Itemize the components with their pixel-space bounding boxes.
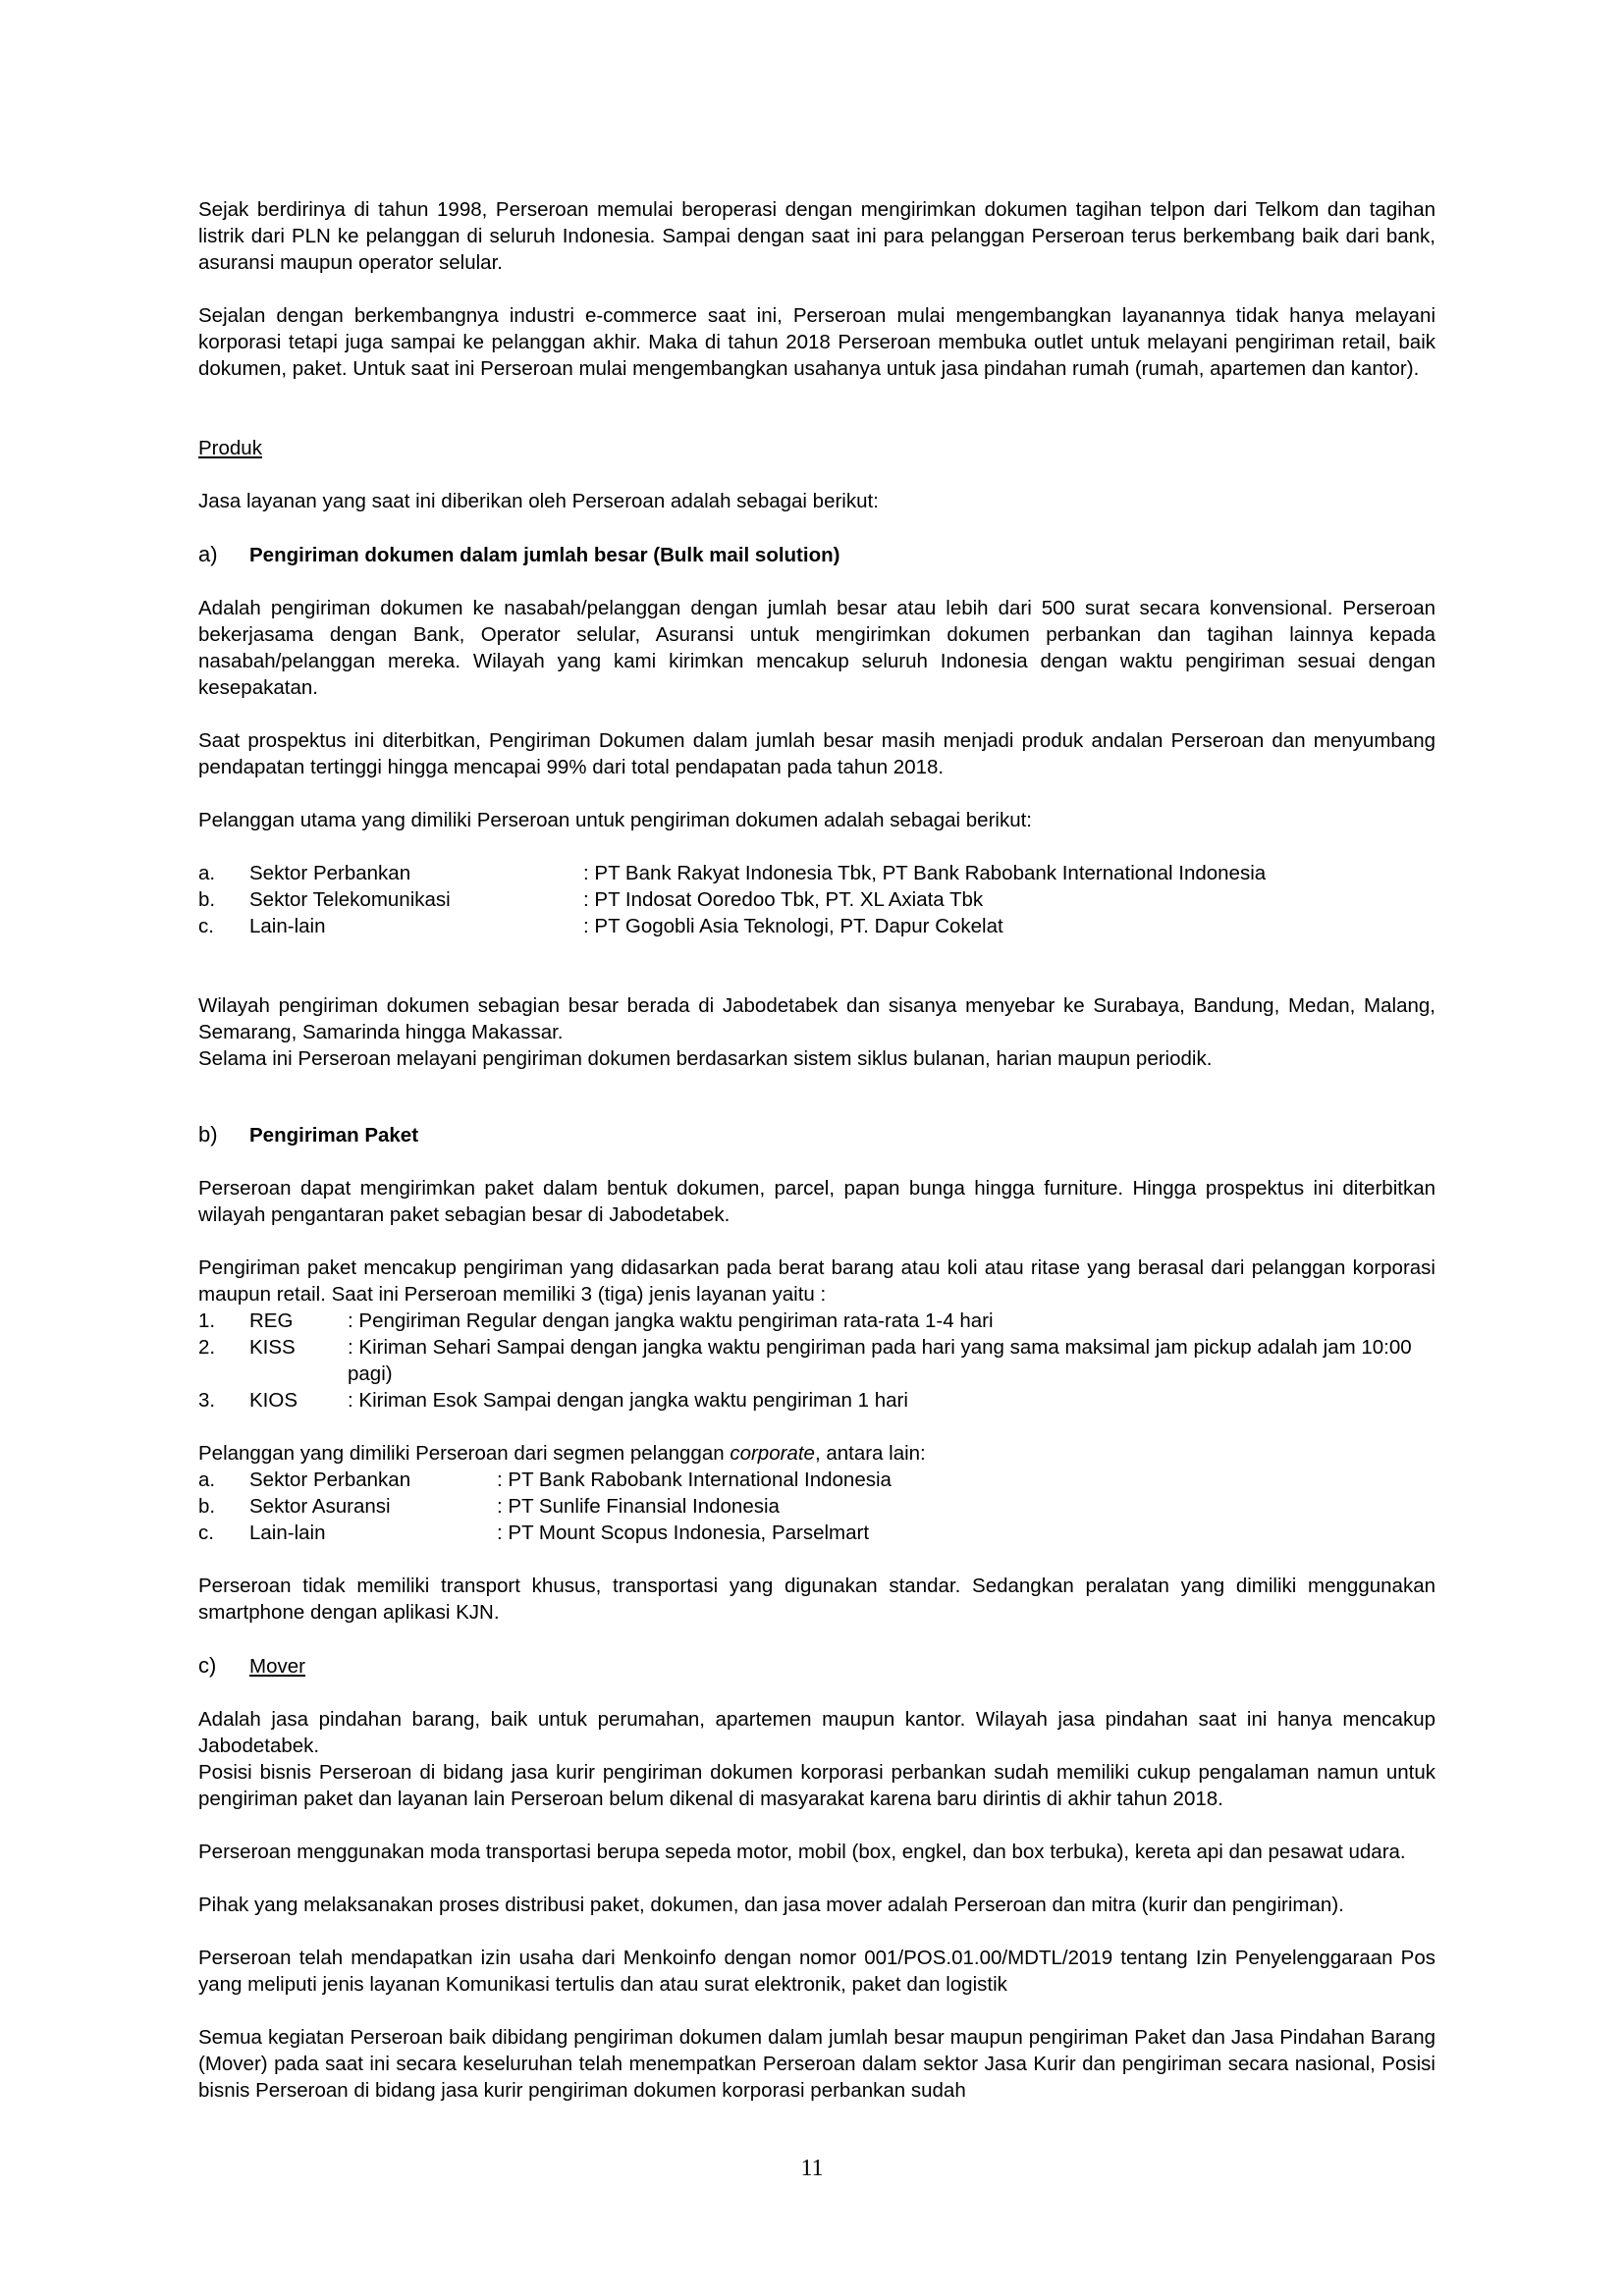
list-item: b. Sektor Asuransi : PT Sunlife Finansial Indonesia [198,1495,780,1518]
produk-intro: Jasa layanan yang saat ini diberikan oleh Perseroan adalah sebagai berikut: [198,490,879,512]
section-b-paragraph-3: Pelanggan yang dimiliki Perseroan dari segmen pelanggan corporate, antara lain: [198,1442,926,1465]
section-b-letter: b) [198,1122,218,1147]
list-item: b. Sektor Telekomunikasi : PT Indosat Ooredoo Tbk, PT. XL Axiata Tbk [198,888,984,911]
section-a-customer-list [198,860,1435,939]
section-a-paragraph-3: Pelanggan utama yang dimiliki Perseroan untuk pengiriman dokumen adalah sebagai berikut: [198,809,1032,831]
section-a-title: Pengiriman dokumen dalam jumlah besar (Bulk mail solution) [249,544,840,566]
list-item: 3. KIOS : Kiriman Esok Sampai dengan jangka waktu pengiriman 1 hari [198,1389,908,1412]
section-c-paragraph-3: Perseroan menggunakan moda transportasi berupa sepeda motor, mobil (box, engkel, dan box terbuka), kereta api dan pesawat udara. [198,1841,1406,1863]
section-b-customer-list [198,1467,1435,1546]
section-c-paragraph-5: Perseroan telah mendapatkan izin usaha dari Menkoinfo dengan nomor 001/POS.01.00/MDTL/2019 tentang Izin Penyelenggaraan Pos yang meliputi jenis layanan Komunikasi tertulis dan atau surat elektronik, paket dan logistik [198,1947,1435,1996]
section-a-heading [198,541,1435,568]
document-body [198,196,1435,2104]
intro-paragraph-2: Sejalan dengan berkembangnya industri e-commerce saat ini, Perseroan mulai mengembangkan layanannya tidak hanya melayani korporasi tetapi juga sampai ke pelanggan akhir. Maka di tahun 2018 Perseroan membuka outlet untuk melayani pengiriman retail, baik dokumen, paket. Untuk saat ini Perseroan mulai mengembangkan usahanya untuk jasa pindahan rumah (rumah, apartemen dan kantor). [198,304,1435,380]
section-b-heading [198,1121,1435,1148]
section-a-paragraph-2: Saat prospektus ini diterbitkan, Pengiriman Dokumen dalam jumlah besar masih menjadi produk andalan Perseroan dan menyumbang pendapatan tertinggi hingga mencapai 99% dari total pendapatan pada tahun 2018. [198,729,1435,778]
list-item: c. Lain-lain : PT Mount Scopus Indonesia, Parselmart [198,1522,870,1544]
section-c-paragraph-1: Adalah jasa pindahan barang, baik untuk perumahan, apartemen maupun kantor. Wilayah jasa pindahan saat ini hanya mencakup Jabodetabek. [198,1708,1435,1757]
list-item: 1. REG : Pengiriman Regular dengan jangka waktu pengiriman rata-rata 1-4 hari [198,1309,994,1332]
section-b-paragraph-4: Perseroan tidak memiliki transport khusus, transportasi yang digunakan standar. Sedangkan peralatan yang dimiliki menggunakan smartphone dengan aplikasi KJN. [198,1575,1435,1624]
page-number: 11 [800,2156,824,2181]
section-c-title: Mover [249,1655,305,1678]
produk-heading: Produk [198,437,262,459]
section-a-paragraph-1: Adalah pengiriman dokumen ke nasabah/pelanggan dengan jumlah besar atau lebih dari 500 surat secara konvensional. Perseroan bekerjasama dengan Bank, Operator selular, Asuransi untuk mengirimkan dokumen perbankan dan tagihan lainnya kepada nasabah/pelanggan mereka. Wilayah yang kami kirimkan mencakup seluruh Indonesia dengan waktu pengiriman sesuai dengan kesepakatan. [198,597,1435,699]
section-b-title: Pengiriman Paket [249,1124,419,1147]
list-item: a. Sektor Perbankan : PT Bank Rakyat Indonesia Tbk, PT Bank Rabobank International Indonesia [198,862,1267,884]
list-item: c. Lain-lain : PT Gogobli Asia Teknologi, PT. Dapur Cokelat [198,915,1003,937]
section-c-letter: c) [198,1653,217,1678]
section-a-letter: a) [198,542,218,566]
section-a-paragraph-4: Wilayah pengiriman dokumen sebagian besar berada di Jabodetabek dan sisanya menyebar ke Surabaya, Bandung, Medan, Malang, Semarang, Samarinda hingga Makassar. [198,994,1435,1043]
list-item: a. Sektor Perbankan : PT Bank Rabobank International Indonesia [198,1468,892,1491]
section-c-paragraph-6: Semua kegiatan Perseroan baik dibidang pengiriman dokumen dalam jumlah besar maupun pengiriman Paket dan Jasa Pindahan Barang (Mover) pada saat ini secara keseluruhan telah menempatkan Perseroan dalam sektor Jasa Kurir dan pengiriman secara nasional, Posisi bisnis Perseroan di bidang jasa kurir pengiriman dokumen korporasi perbankan sudah [198,2026,1435,2102]
section-c-paragraph-4: Pihak yang melaksanakan proses distribusi paket, dokumen, dan jasa mover adalah Perseroan dan mitra (kurir dan pengiriman). [198,1894,1344,1916]
intro-paragraph-1: Sejak berdirinya di tahun 1998, Perseroan memulai beroperasi dengan mengirimkan dokumen tagihan telpon dari Telkom dan tagihan listrik dari PLN ke pelanggan di seluruh Indonesia. Sampai dengan saat ini para pelanggan Perseroan terus berkembang baik dari bank, asuransi maupun operator selular. [198,198,1435,274]
list-item: 2. KISS : Kiriman Sehari Sampai dengan jangka waktu pengiriman pada hari yang sama maksimal jam pickup adalah jam 10:00 pagi) [198,1336,1412,1385]
section-b-paragraph-2: Pengiriman paket mencakup pengiriman yang didasarkan pada berat barang atau koli atau ritase yang berasal dari pelanggan korporasi maupun retail. Saat ini Perseroan memiliki 3 (tiga) jenis layanan yaitu : [198,1256,1435,1306]
section-b-paragraph-1: Perseroan dapat mengirimkan paket dalam bentuk dokumen, parcel, papan bunga hingga furniture. Hingga prospektus ini diterbitkan wilayah pengantaran paket sebagian besar di Jabodetabek. [198,1177,1435,1226]
section-c-heading [198,1652,1435,1680]
section-a-paragraph-5: Selama ini Perseroan melayani pengiriman dokumen berdasarkan sistem siklus bulanan, harian maupun periodik. [198,1047,1213,1070]
section-c-paragraph-2: Posisi bisnis Perseroan di bidang jasa kurir pengiriman dokumen korporasi perbankan sudah memiliki cukup pengalaman namun untuk pengiriman paket dan layanan lain Perseroan belum dikenal di masyarakat karena baru dirintis di akhir tahun 2018. [198,1761,1435,1810]
section-b-service-list [198,1308,1435,1414]
